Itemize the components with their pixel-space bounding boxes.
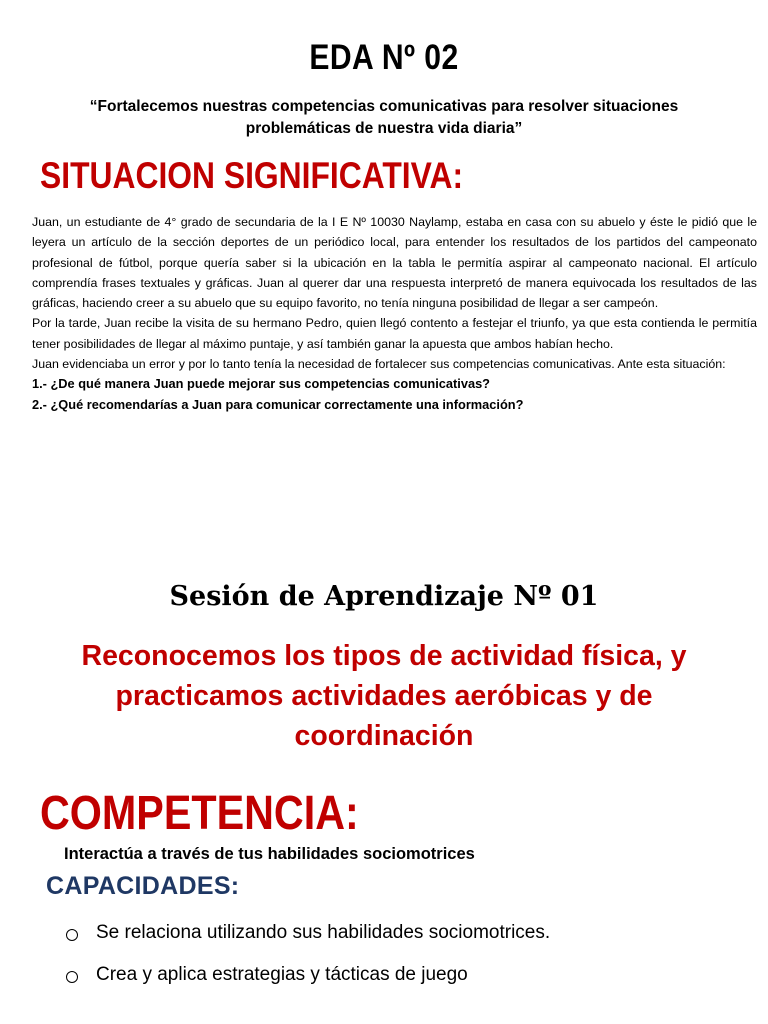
situacion-paragraph: Juan, un estudiante de 4° grado de secundaria de la I E Nº 10030 Naylamp, estaba en casa con su abuelo y éste le pidió que le leyera un artículo de la sección deportes de un periódico local, para entender los resultados de los partidos del campeonato profesional de fútbol, porque quería saber si la ubicación en la tabla le permitía aspirar al campeonato nacional. El artículo comprendía frases textuales y gráficas. Juan al querer dar una respuesta interpretó de manera equivocada los resultados de las gráficas, haciendo creer a su abuelo que su equipo favorito, no tenía ninguna posibilidad de llegar a ser campeón. [32, 215, 757, 311]
question-2: 2.- ¿Qué recomendarías a Juan para comunicar correctamente una información? [32, 396, 524, 412]
capacidad-item [66, 912, 550, 954]
eda-subtitle: “Fortalecemos nuestras competencias comunicativas para resolver situaciones problemáticas de nuestra vida diaria” [89, 98, 679, 137]
situacion-paragraph: Juan evidenciaba un error y por lo tanto tenía la necesidad de fortalecer sus competencias comunicativas. Ante esta situación: [32, 357, 726, 372]
circle-bullet-icon [66, 971, 78, 983]
situacion-paragraph: Por la tarde, Juan recibe la visita de su hermano Pedro, quien llegó contento a festejar el triunfo, ya que esta contienda le permitía tener posibilidades de llegar al máximo puntaje, y así también ganar la apuesta que ambos habían hecho. [32, 316, 757, 351]
session-title: Sesión de Aprendizaje Nº 01 [169, 581, 599, 612]
capacidad-label: Se relaciona utilizando sus habilidades sociomotrices. [96, 922, 551, 943]
session-topic: Reconocemos los tipos de actividad física, y practicamos actividades aeróbicas y de coordinación [81, 640, 687, 752]
competencia-heading: COMPETENCIA: [40, 787, 359, 840]
capacidades-heading: CAPACIDADES: [46, 872, 240, 900]
situacion-heading: SITUACION SIGNIFICATIVA: [40, 155, 464, 196]
capacidad-label: Crea y aplica estrategias y tácticas de juego [96, 964, 468, 985]
circle-bullet-icon [66, 929, 78, 941]
eda-title: EDA Nº 02 [309, 38, 459, 77]
competencia-text: Interactúa a través de tus habilidades sociomotrices [64, 845, 475, 863]
capacidad-item [66, 954, 550, 996]
capacidades-list [66, 912, 550, 996]
question-1: 1.- ¿De qué manera Juan puede mejorar sus competencias comunicativas? [32, 376, 491, 392]
situacion-body [32, 212, 757, 415]
